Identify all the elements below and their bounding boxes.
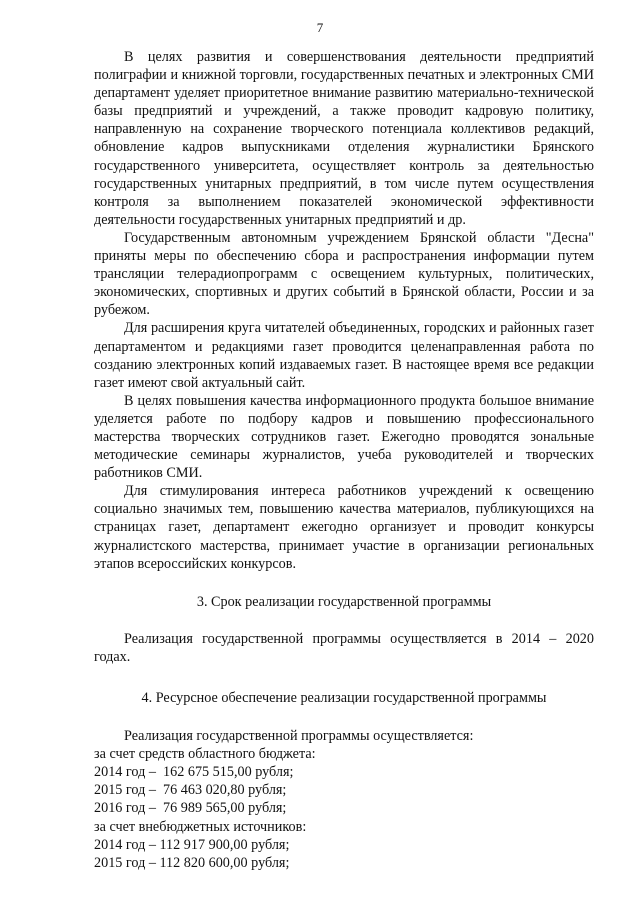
paragraph-contests: Для стимулирования интереса работников учреждений к освещению социально значимых тем, повышению качества материалов, публикующихся на страницах газет, департамент ежегодно организует и проводит конкурсы журналистского мастерства, принимает участие в организации региональных этапов всероссийских конкурсов. bbox=[94, 483, 594, 572]
funding-regional-2016: 2016 год – 76 989 565,00 рубля; bbox=[94, 800, 287, 817]
funding-extrabudgetary-label: за счет внебюджетных источников: bbox=[94, 818, 307, 835]
section-3-text: Реализация государственной программы осуществляется в 2014 – 2020 годах. bbox=[94, 630, 594, 665]
funding-regional-2014: 2014 год – 162 675 515,00 рубля; bbox=[94, 764, 294, 781]
funding-list bbox=[94, 727, 594, 872]
paragraph-electronic-copies: Для расширения круга читателей объединенных, городских и районных газет департаментом и редакциями газет проводится целенаправленная работа по созданию электронных копий издаваемых газет. В настоящее время все редакции газет имеют свой актуальный сайт. bbox=[94, 320, 594, 391]
funding-intro: Реализация государственной программы осуществляется: bbox=[124, 728, 474, 745]
paragraph-development: В целях развития и совершенствования деятельности предприятий полиграфии и книжной торговли, государственных печатных и электронных СМИ департамент уделяет приоритетное внимание развитию материально-технической базы предприятий и учреждений, а также проводит кадровую политику, направленную на сохранение творческого потенциала коллективов редакций, обновление кадров выпускниками отделения журналистики Брянского государственного университета, осуществляет контроль за деятельностью государственных унитарных предприятий, в том числе путем осуществления контроля за выполнением показателей экономической эффективности деятельности государственных унитарных предприятий и др. bbox=[94, 49, 594, 228]
funding-extrabudgetary-2015: 2015 год – 112 820 600,00 рубля; bbox=[94, 854, 290, 871]
paragraph-quality: В целях повышения качества информационного продукта большое внимание уделяется работе по подбору кадров и повышению профессионального мастерства творческих сотрудников газет. Ежегодно проводятся зональные методические семинары журналистов, учеба руководителей и творческих работников СМИ. bbox=[94, 392, 594, 482]
funding-regional-budget-label: за счет средств областного бюджета: bbox=[94, 746, 316, 763]
page-number: 7 bbox=[316, 20, 324, 35]
section-4-heading: 4. Ресурсное обеспечение реализации государственной программы bbox=[141, 690, 547, 706]
document-body bbox=[94, 48, 594, 872]
section-3-heading: 3. Срок реализации государственной программы bbox=[196, 593, 492, 610]
funding-regional-2015: 2015 год – 76 463 020,80 рубля; bbox=[94, 782, 287, 799]
paragraph-desna: Государственным автономным учреждением Брянской области "Десна" приняты меры по обеспечению сбора и распространения информации путем трансляции телерадиопрограмм с освещением культурных, политических, экономических, спортивных и других событий в Брянской области, России и за рубежом. bbox=[94, 229, 594, 319]
funding-extrabudgetary-2014: 2014 год – 112 917 900,00 рубля; bbox=[94, 836, 290, 853]
